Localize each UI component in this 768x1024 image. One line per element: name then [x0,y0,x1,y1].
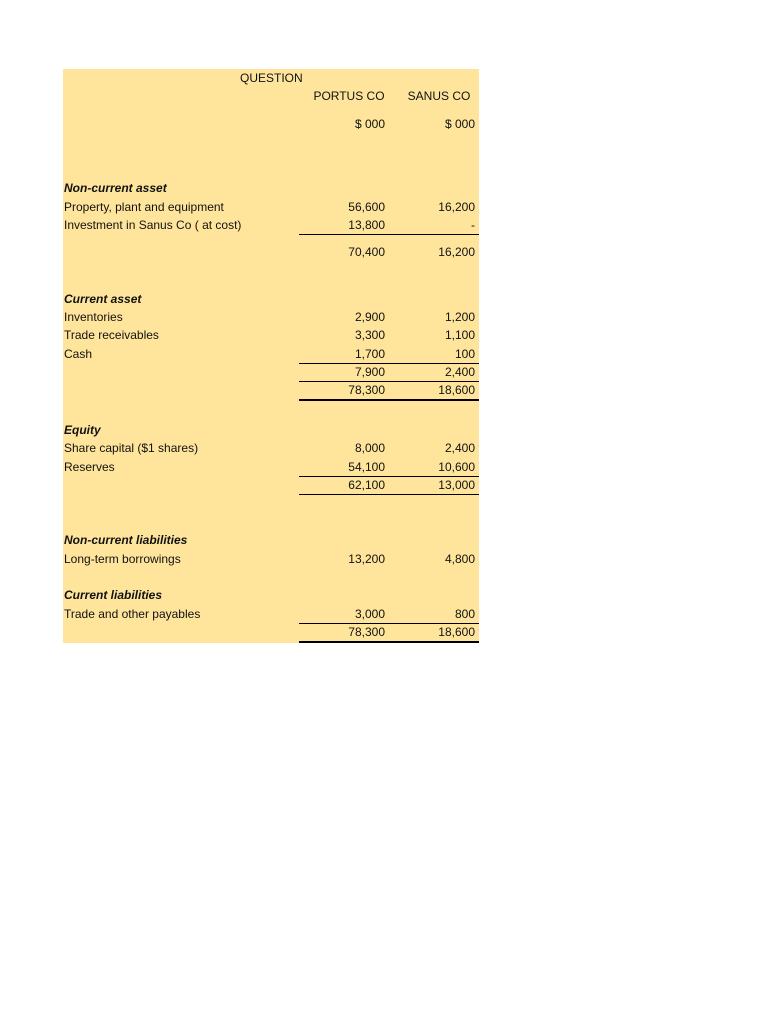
section-heading-non-current-liabilities: Non-current liabilities [64,533,188,547]
section-heading-non-current-assets: Non-current asset [64,181,167,195]
section-heading-equity: Equity [64,423,101,437]
cell-sanus: - [471,218,475,232]
row-label: Cash [64,347,93,361]
underline-sanus [385,381,479,382]
cell-portus: 3,000 [354,607,385,621]
total-assets-sanus: 18,600 [438,383,475,397]
cell-sanus: 1,100 [444,328,475,342]
cell-portus: 1,700 [354,347,385,361]
column-unit-portus: $ 000 [354,117,385,131]
double-underline-sanus [385,399,479,401]
row-label: Investment in Sanus Co ( at cost) [64,218,242,232]
underline-sanus [385,623,479,624]
cell-portus: 13,800 [348,218,385,232]
balance-sheet [63,69,479,643]
row-label: Share capital ($1 shares) [64,441,199,455]
underline-portus [299,623,385,624]
double-underline-portus [299,641,385,643]
column-header-portus: PORTUS CO [313,89,385,103]
cell-sanus: 100 [454,347,475,361]
cell-portus: 2,900 [354,310,385,324]
subtotal-sanus: 2,400 [444,365,475,379]
row-label: Trade and other payables [64,607,201,621]
section-heading-current-liabilities: Current liabilities [64,588,163,602]
row-label: Inventories [64,310,123,324]
underline-portus [299,234,385,235]
double-underline-sanus [385,641,479,643]
row-label: Reserves [64,460,115,474]
cell-sanus: 1,200 [444,310,475,324]
underline-sanus [385,234,479,235]
cell-sanus: 4,800 [444,552,475,566]
cell-sanus: 10,600 [438,460,475,474]
grand-total-portus: 78,300 [348,625,385,639]
cell-sanus: 16,200 [438,200,475,214]
row-label: Trade receivables [64,328,159,342]
cell-portus: 3,300 [354,328,385,342]
cell-portus: 54,100 [348,460,385,474]
underline-portus [299,381,385,382]
double-underline-portus [299,399,385,401]
subtotal-portus: 7,900 [354,365,385,379]
grand-total-sanus: 18,600 [438,625,475,639]
underline-portus [299,476,385,477]
section-heading-current-assets: Current asset [64,292,142,306]
total-portus: 62,100 [348,478,385,492]
cell-portus: 56,600 [348,200,385,214]
underline-portus [299,363,385,364]
total-sanus: 16,200 [438,245,475,259]
cell-sanus: 800 [454,607,475,621]
cell-portus: 8,000 [354,441,385,455]
total-sanus: 13,000 [438,478,475,492]
column-header-sanus: SANUS CO [407,89,471,103]
row-label: Property, plant and equipment [64,200,224,214]
cell-portus: 13,200 [348,552,385,566]
question-title: QUESTION [240,71,303,85]
total-assets-portus: 78,300 [348,383,385,397]
total-portus: 70,400 [348,245,385,259]
row-label: Long-term borrowings [64,552,181,566]
underline-portus [299,494,385,495]
column-unit-sanus: $ 000 [444,117,475,131]
underline-sanus [385,494,479,495]
cell-sanus: 2,400 [444,441,475,455]
underline-sanus [385,363,479,364]
underline-sanus [385,476,479,477]
